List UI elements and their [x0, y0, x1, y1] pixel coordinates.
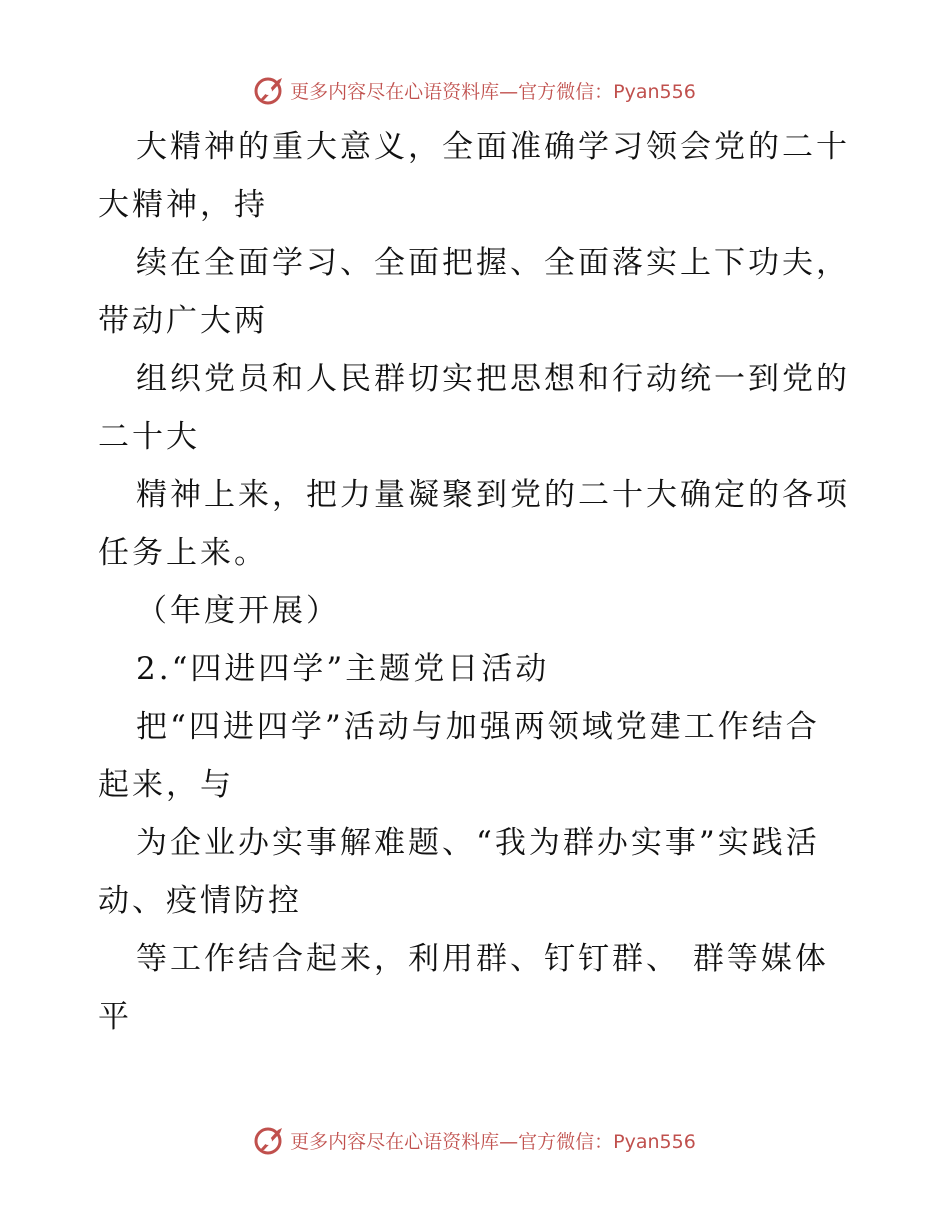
feather-pen-circle-icon	[254, 74, 286, 106]
header-text: 更多内容尽在心语资料库—官方微信：Pyan556	[290, 80, 696, 103]
text-line: 带动广大两	[98, 303, 268, 339]
feather-pen-circle-icon	[254, 1124, 286, 1156]
page-header-watermark	[0, 70, 950, 110]
footer-text: 更多内容尽在心语资料库—官方微信：Pyan556	[290, 1130, 696, 1153]
text-line: （年度开展）	[136, 593, 340, 629]
text-line: 动、疫情防控	[98, 883, 302, 919]
text-line: 组织党员和人民群切实把思想和行动统一到党的	[136, 361, 850, 397]
text-line: 把“四进四学”活动与加强两领域党建工作结合	[136, 709, 820, 745]
text-line: 续在全面学习、全面把握、全面落实上下功夫，	[136, 245, 850, 281]
text-line: 任务上来。	[98, 535, 268, 571]
text-line: 二十大	[98, 419, 200, 455]
text-line: 起来，与	[98, 767, 234, 803]
text-line: 平	[98, 999, 132, 1035]
text-line: 大精神的重大意义，全面准确学习领会党的二十	[136, 129, 850, 165]
document-body	[98, 118, 858, 1046]
section-heading: 2.“四进四学”主题党日活动	[136, 651, 550, 687]
text-line: 大精神，持	[98, 187, 268, 223]
text-line: 精神上来，把力量凝聚到党的二十大确定的各项	[136, 477, 850, 513]
text-line: 为企业办实事解难题、“我为群办实事”实践活	[136, 825, 820, 861]
text-line: 等工作结合起来，利用群、钉钉群、 群等媒体	[136, 941, 829, 977]
page-footer-watermark	[0, 1120, 950, 1160]
